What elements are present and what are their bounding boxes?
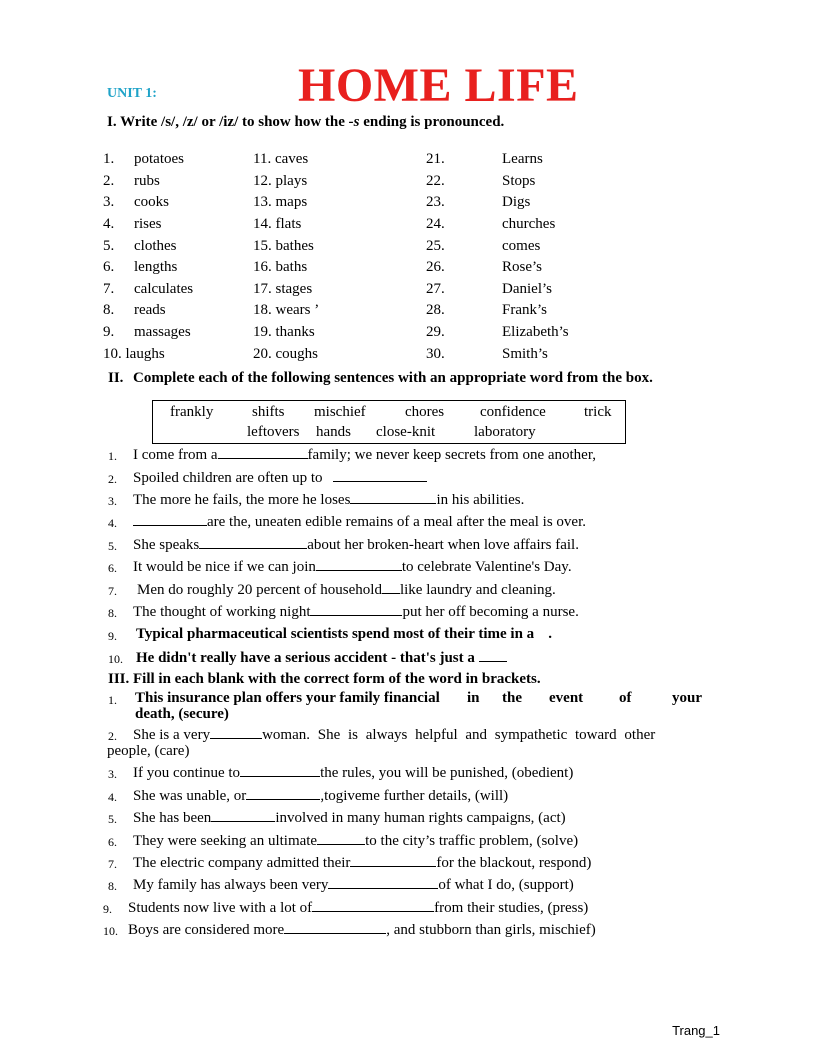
answer-blank[interactable] <box>316 558 402 571</box>
word-item: 14. flats <box>253 216 302 232</box>
word-item: Stops <box>502 173 536 189</box>
section2-number: II. <box>108 370 124 386</box>
word-number: 28. <box>426 302 445 318</box>
word-item: 16. baths <box>253 259 308 275</box>
box-word: close-knit <box>376 424 436 440</box>
sentence-item: This insurance plan offers your family financial <box>135 690 440 706</box>
answer-blank[interactable] <box>310 603 402 616</box>
word-number: 21. <box>426 151 445 167</box>
box-word: chores <box>405 404 445 420</box>
word-number: 22. <box>426 173 445 189</box>
section1-heading: I. Write /s/, /z/ or /iz/ to show how the -s ending is pronounced. <box>107 114 505 130</box>
sentence-item: Men do roughly 20 percent of household like laundry and cleaning. <box>137 582 556 598</box>
word-item: Learns <box>502 151 543 167</box>
word-item: Rose’s <box>502 259 543 275</box>
item-number: 4. <box>108 516 117 530</box>
sentence-word: the <box>502 690 522 706</box>
sentence-item: My family has always been very of what I do, (support) <box>133 877 574 893</box>
answer-blank[interactable] <box>218 446 308 459</box>
answer-blank[interactable] <box>350 854 436 867</box>
word-number: 30. <box>426 346 445 362</box>
sentence-item: If you continue to the rules, you will be punished, (obedient) <box>133 765 574 781</box>
box-word: frankly <box>170 404 214 420</box>
answer-blank[interactable] <box>133 513 207 526</box>
word-item: comes <box>502 238 541 254</box>
word-item: 15. bathes <box>253 238 314 254</box>
section2-heading: Complete each of the following sentences with an appropriate word from the box. <box>133 370 653 386</box>
item-number: 9. <box>103 902 112 916</box>
word-box <box>152 400 626 444</box>
sentence-item: He didn't really have a serious accident - that's just a <box>136 649 507 667</box>
word-number: 23. <box>426 194 445 210</box>
item-number: 4. <box>108 790 117 804</box>
word-item: Smith’s <box>502 346 548 362</box>
item-number: 10. <box>108 652 123 666</box>
word-item: Elizabeth’s <box>502 324 569 340</box>
page-number: Trang_1 <box>672 1023 720 1038</box>
sentence-item: Students now live with a lot of from their studies, (press) <box>128 900 589 916</box>
sentence-word: of <box>619 690 632 706</box>
item-number: 6. <box>108 561 117 575</box>
word-number: 27. <box>426 281 445 297</box>
sentence-item: She has been involved in many human rights campaigns, (act) <box>133 810 566 826</box>
sentence-item: She is a very woman. She is always helpful and sympathetic toward other <box>133 727 656 743</box>
word-number: 25. <box>426 238 445 254</box>
section3-heading: Fill in each blank with the correct form of the word in brackets. <box>133 671 541 687</box>
unit-label: UNIT 1: <box>107 86 157 101</box>
sentence-item: The more he fails, the more he loses in his abilities. <box>133 492 525 508</box>
sentence-item: Boys are considered more , and stubborn than girls, mischief) <box>128 922 596 938</box>
box-word: trick <box>584 404 612 420</box>
word-item: Digs <box>502 194 531 210</box>
sentence-item: I come from a family; we never keep secrets from one another, <box>133 447 596 463</box>
sentence-item: The electric company admitted their for the blackout, respond) <box>133 855 592 871</box>
sentence-item: The thought of working night put her off becoming a nurse. <box>133 604 579 620</box>
word-item: 11. caves <box>253 151 309 167</box>
word-item: 13. maps <box>253 194 308 210</box>
sentence-item: She speaks about her broken-heart when love affairs fail. <box>133 537 579 553</box>
word-item: reads <box>134 302 166 318</box>
answer-blank[interactable] <box>317 832 365 845</box>
item-number: 2. <box>108 472 117 486</box>
answer-blank[interactable] <box>284 921 386 934</box>
word-number: 26. <box>426 259 445 275</box>
sentence-item: They were seeking an ultimate to the city’s traffic problem, (solve) <box>133 833 579 849</box>
item-number: 9. <box>108 629 117 643</box>
word-item: calculates <box>134 281 194 297</box>
word-item: cooks <box>134 194 169 210</box>
answer-blank[interactable] <box>211 809 275 822</box>
item-number: 7. <box>108 857 117 871</box>
word-item: rises <box>134 216 162 232</box>
sentence-item: are the, uneaten edible remains of a meal after the meal is over. <box>133 513 586 531</box>
box-word: hands <box>316 424 351 440</box>
item-number: 10. <box>103 924 118 938</box>
answer-blank[interactable] <box>199 536 307 549</box>
answer-blank[interactable] <box>328 876 438 889</box>
word-number: 7. <box>103 281 115 297</box>
sentence-word: in <box>467 690 480 706</box>
word-number: 24. <box>426 216 445 232</box>
sentence-item: people, (care) <box>107 743 190 759</box>
word-item: 10. laughs <box>103 346 165 362</box>
sentence-item: Typical pharmaceutical scientists spend most of their time in a . <box>136 626 552 642</box>
answer-blank[interactable] <box>312 899 434 912</box>
item-number: 3. <box>108 767 117 781</box>
sentence-item: It would be nice if we can join to celebrate Valentine's Day. <box>133 559 572 575</box>
item-number: 8. <box>108 606 117 620</box>
sentence-item: Spoiled children are often up to <box>133 469 427 487</box>
word-number: 1. <box>103 151 115 167</box>
word-number: 8. <box>103 302 115 318</box>
box-word: mischief <box>314 404 366 420</box>
word-item: Frank’s <box>502 302 547 318</box>
word-number: 29. <box>426 324 445 340</box>
answer-blank[interactable] <box>350 491 436 504</box>
word-number: 2. <box>103 173 115 189</box>
item-number: 5. <box>108 539 117 553</box>
word-item: 19. thanks <box>253 324 315 340</box>
section3-number: III. <box>108 671 130 687</box>
word-item: churches <box>502 216 556 232</box>
answer-blank[interactable] <box>333 469 427 482</box>
word-item: potatoes <box>134 151 184 167</box>
answer-blank[interactable] <box>382 581 400 594</box>
word-number: 4. <box>103 216 115 232</box>
word-number: 9. <box>103 324 115 340</box>
item-number: 3. <box>108 494 117 508</box>
word-item: 12. plays <box>253 173 308 189</box>
box-word: confidence <box>480 404 546 420</box>
item-number: 8. <box>108 879 117 893</box>
box-word: laboratory <box>474 424 536 440</box>
page-title: HOME LIFE <box>298 59 579 112</box>
sentence-item: death, (secure) <box>135 706 229 722</box>
answer-blank[interactable] <box>246 787 320 800</box>
box-word: shifts <box>252 404 285 420</box>
answer-blank[interactable] <box>479 649 507 662</box>
word-number: 3. <box>103 194 115 210</box>
word-number: 5. <box>103 238 115 254</box>
answer-blank[interactable] <box>210 726 262 739</box>
item-number: 5. <box>108 812 117 826</box>
sentence-word: event <box>549 690 584 706</box>
word-item: 17. stages <box>253 281 313 297</box>
word-item: 20. coughs <box>253 346 318 362</box>
word-item: 18. wears ’ <box>253 302 320 318</box>
item-number: 7. <box>108 584 117 598</box>
word-item: rubs <box>134 173 160 189</box>
word-item: lengths <box>134 259 178 275</box>
word-item: massages <box>134 324 191 340</box>
item-number: 1. <box>108 449 117 463</box>
item-number: 2. <box>108 729 117 743</box>
word-number: 6. <box>103 259 115 275</box>
sentence-item: She was unable, or ,togiveme further details, (will) <box>133 788 509 804</box>
answer-blank[interactable] <box>240 764 320 777</box>
item-number: 6. <box>108 835 117 849</box>
sentence-word: your <box>672 690 702 706</box>
item-number: 1. <box>108 693 117 707</box>
box-word: leftovers <box>247 424 300 440</box>
word-item: clothes <box>134 238 177 254</box>
word-item: Daniel’s <box>502 281 552 297</box>
